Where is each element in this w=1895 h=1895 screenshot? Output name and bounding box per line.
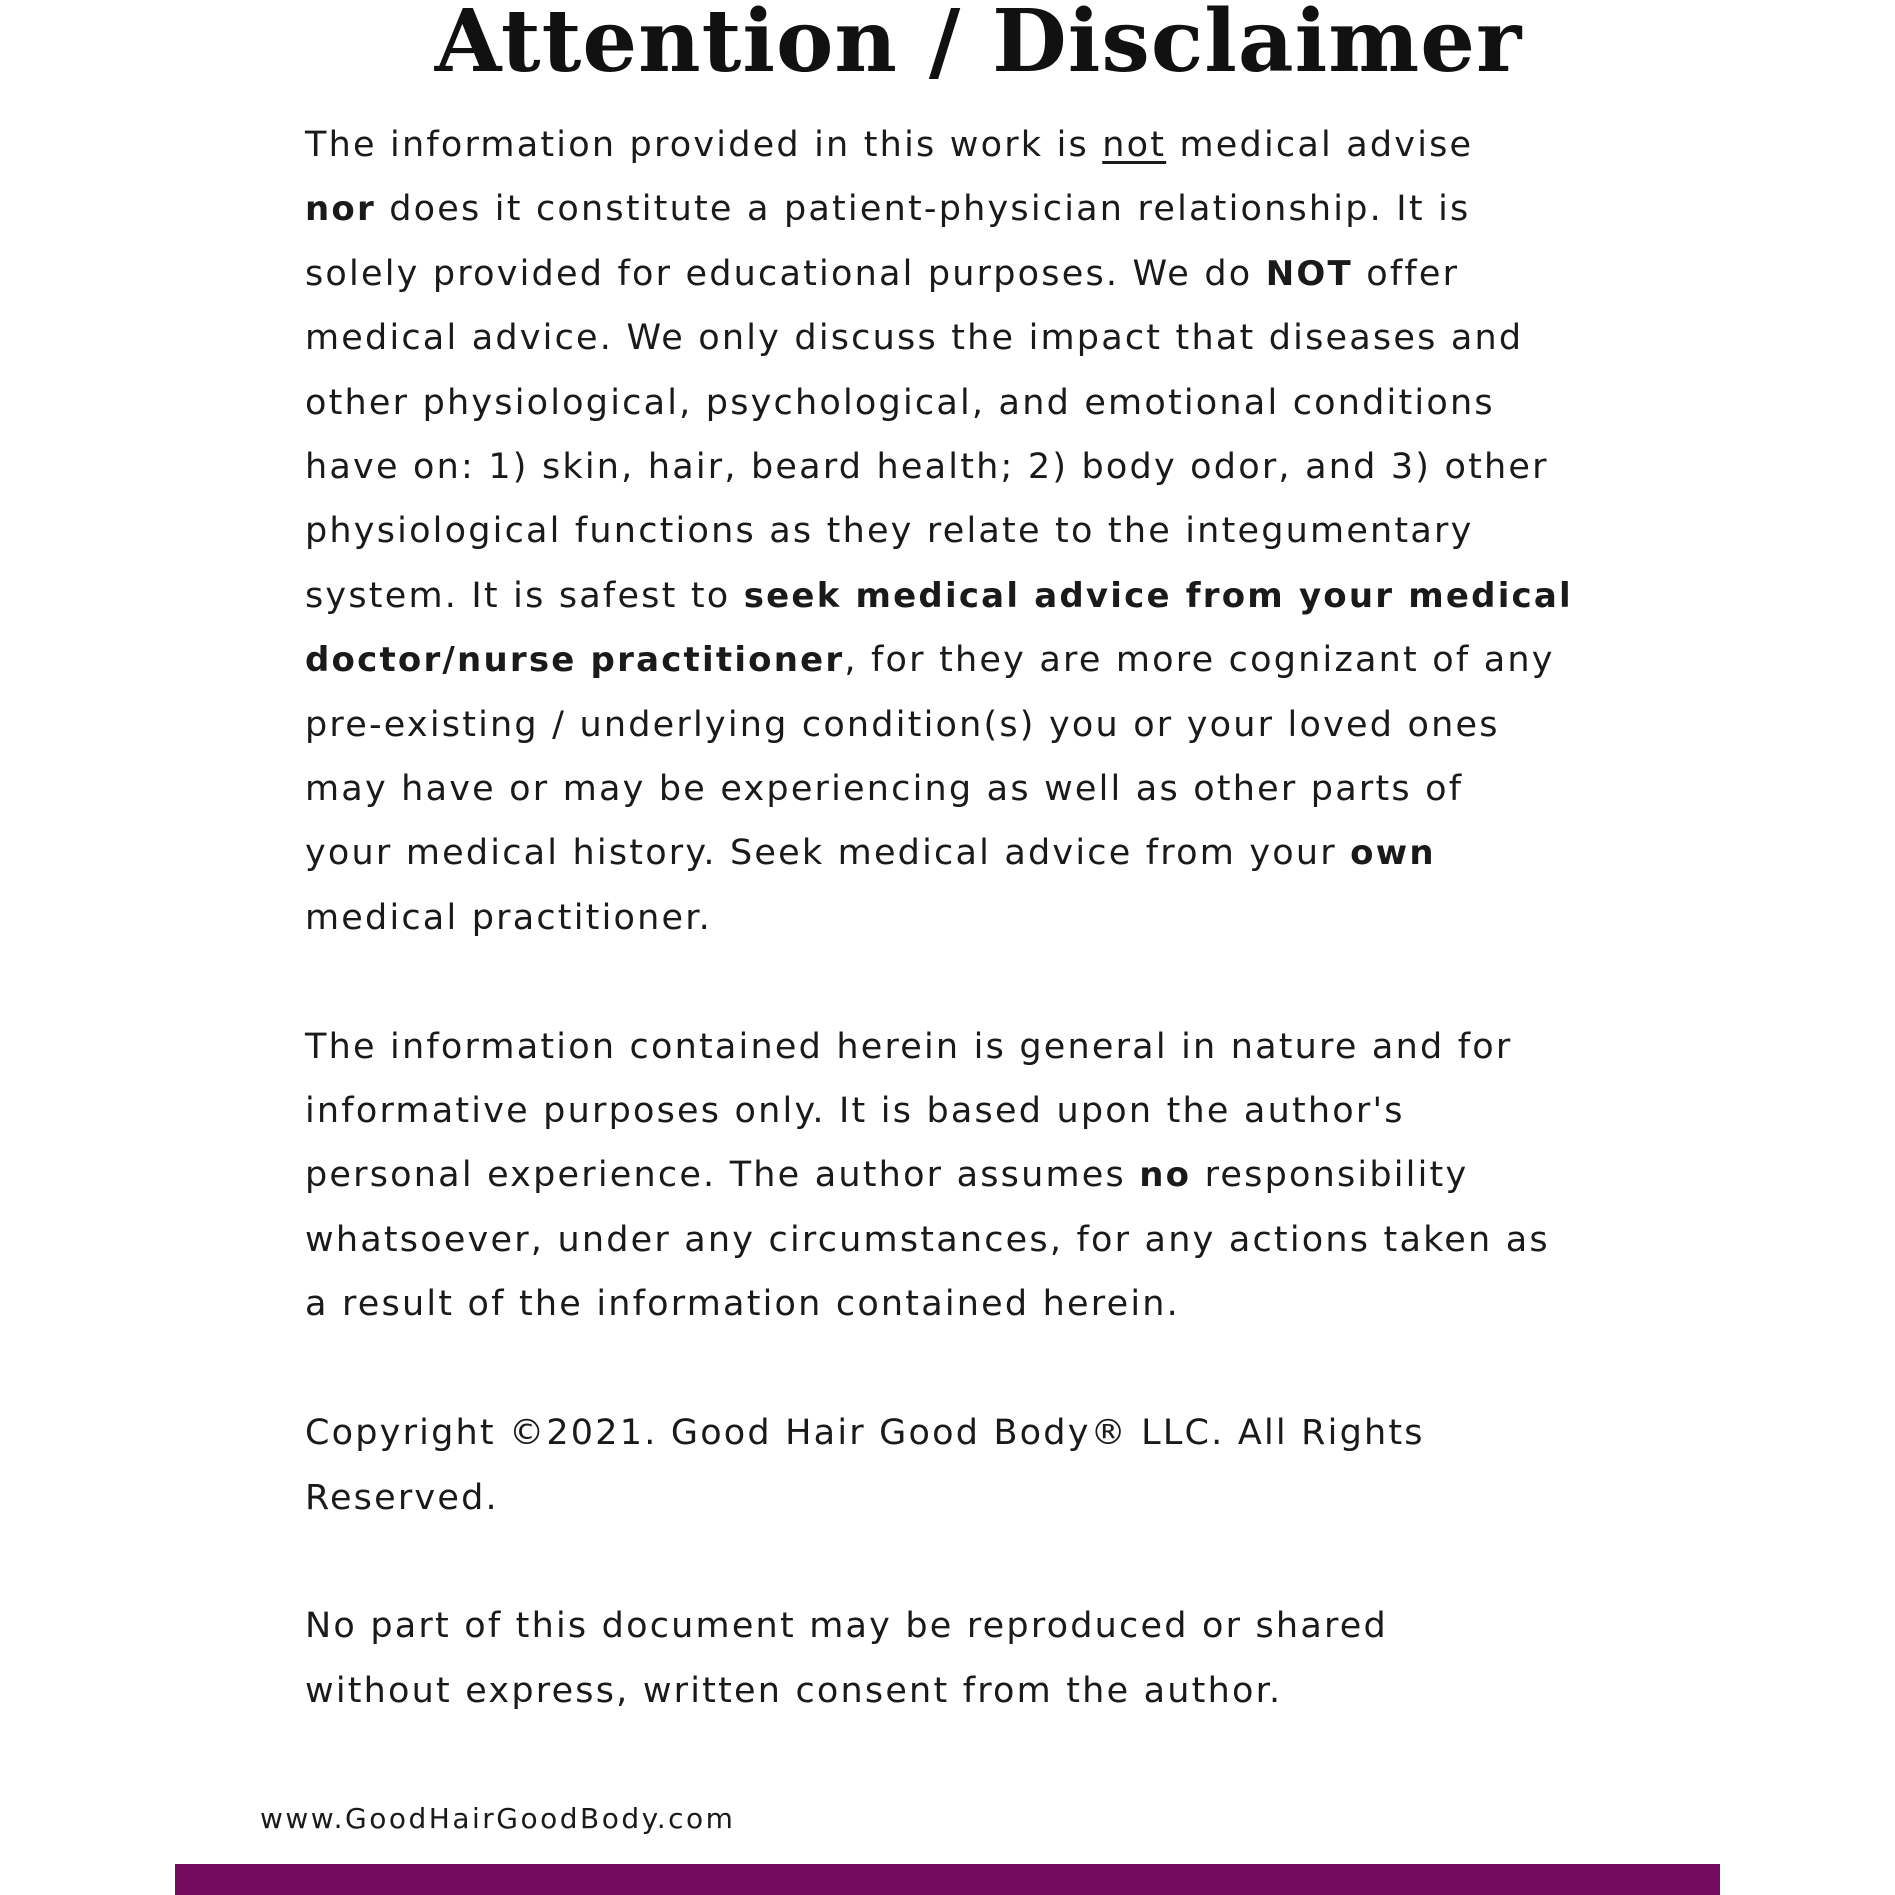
disclaimer-body: [305, 113, 1595, 1788]
text-run: does it constitute a patient-physician relationship. It is: [375, 189, 1471, 230]
text-line: The information contained herein is general in nature and for: [305, 1026, 1513, 1067]
emphasis-no: no: [1139, 1155, 1192, 1196]
text-line: medical practitioner.: [305, 897, 712, 938]
text-line: other physiological, psychological, and emotional conditions: [305, 382, 1495, 423]
copyright-paragraph: [305, 1401, 1595, 1530]
text-run: responsibility: [1191, 1155, 1469, 1196]
text-run: personal experience. The author assumes: [305, 1155, 1140, 1196]
page-title: Attention / Disclaimer: [434, 0, 1523, 92]
emphasis-nor: nor: [305, 189, 376, 230]
text-line: [305, 628, 1595, 692]
emphasis-not: not: [1102, 125, 1167, 165]
emphasis-seek-advice: seek medical advice from your medical: [743, 575, 1573, 616]
text-run: system. It is safest to: [305, 575, 744, 616]
text-line: informative purposes only. It is based upon the author's: [305, 1091, 1405, 1132]
text-line: have on: 1) skin, hair, beard health; 2) body odor, and 3) other: [305, 447, 1549, 488]
text-line: pre-existing / underlying condition(s) you or your loved ones: [305, 704, 1500, 745]
text-run: , for they are more cognizant of any: [844, 640, 1555, 681]
text-line: [305, 113, 1595, 177]
text-line: [305, 564, 1595, 628]
text-line: Reserved.: [305, 1477, 499, 1518]
text-line: No part of this document may be reproduced or shared: [305, 1606, 1388, 1647]
text-line: whatsoever, under any circumstances, for any actions taken as: [305, 1219, 1550, 1260]
text-run: medical advise: [1166, 125, 1474, 165]
reproduction-paragraph: [305, 1594, 1595, 1723]
text-line: without express, written consent from the author.: [305, 1670, 1283, 1711]
text-run: your medical history. Seek medical advice from your: [305, 833, 1351, 874]
text-line: medical advice. We only discuss the impact that diseases and: [305, 318, 1524, 359]
emphasis-NOT: NOT: [1265, 253, 1353, 294]
text-line: Copyright ©2021. Good Hair Good Body® LLC. All Rights: [305, 1413, 1425, 1454]
text-line: [305, 821, 1595, 885]
website-url: www.GoodHairGoodBody.com: [260, 1802, 736, 1835]
text-run: The information provided in this work is: [305, 125, 1103, 165]
text-run: solely provided for educational purposes. We do: [305, 253, 1266, 294]
text-line: [305, 177, 1595, 241]
text-line: may have or may be experiencing as well as other parts of: [305, 769, 1464, 810]
text-line: [305, 242, 1595, 306]
liability-paragraph: [305, 1015, 1595, 1337]
text-line: [305, 1143, 1595, 1207]
emphasis-practitioner: doctor/nurse practitioner: [305, 640, 845, 681]
text-line: physiological functions as they relate to the integumentary: [305, 511, 1474, 552]
text-line: a result of the information contained herein.: [305, 1284, 1180, 1325]
text-run: offer: [1352, 253, 1460, 294]
emphasis-own: own: [1350, 833, 1436, 874]
medical-disclaimer-paragraph: [305, 113, 1595, 950]
footer-bar: [175, 1864, 1720, 1895]
